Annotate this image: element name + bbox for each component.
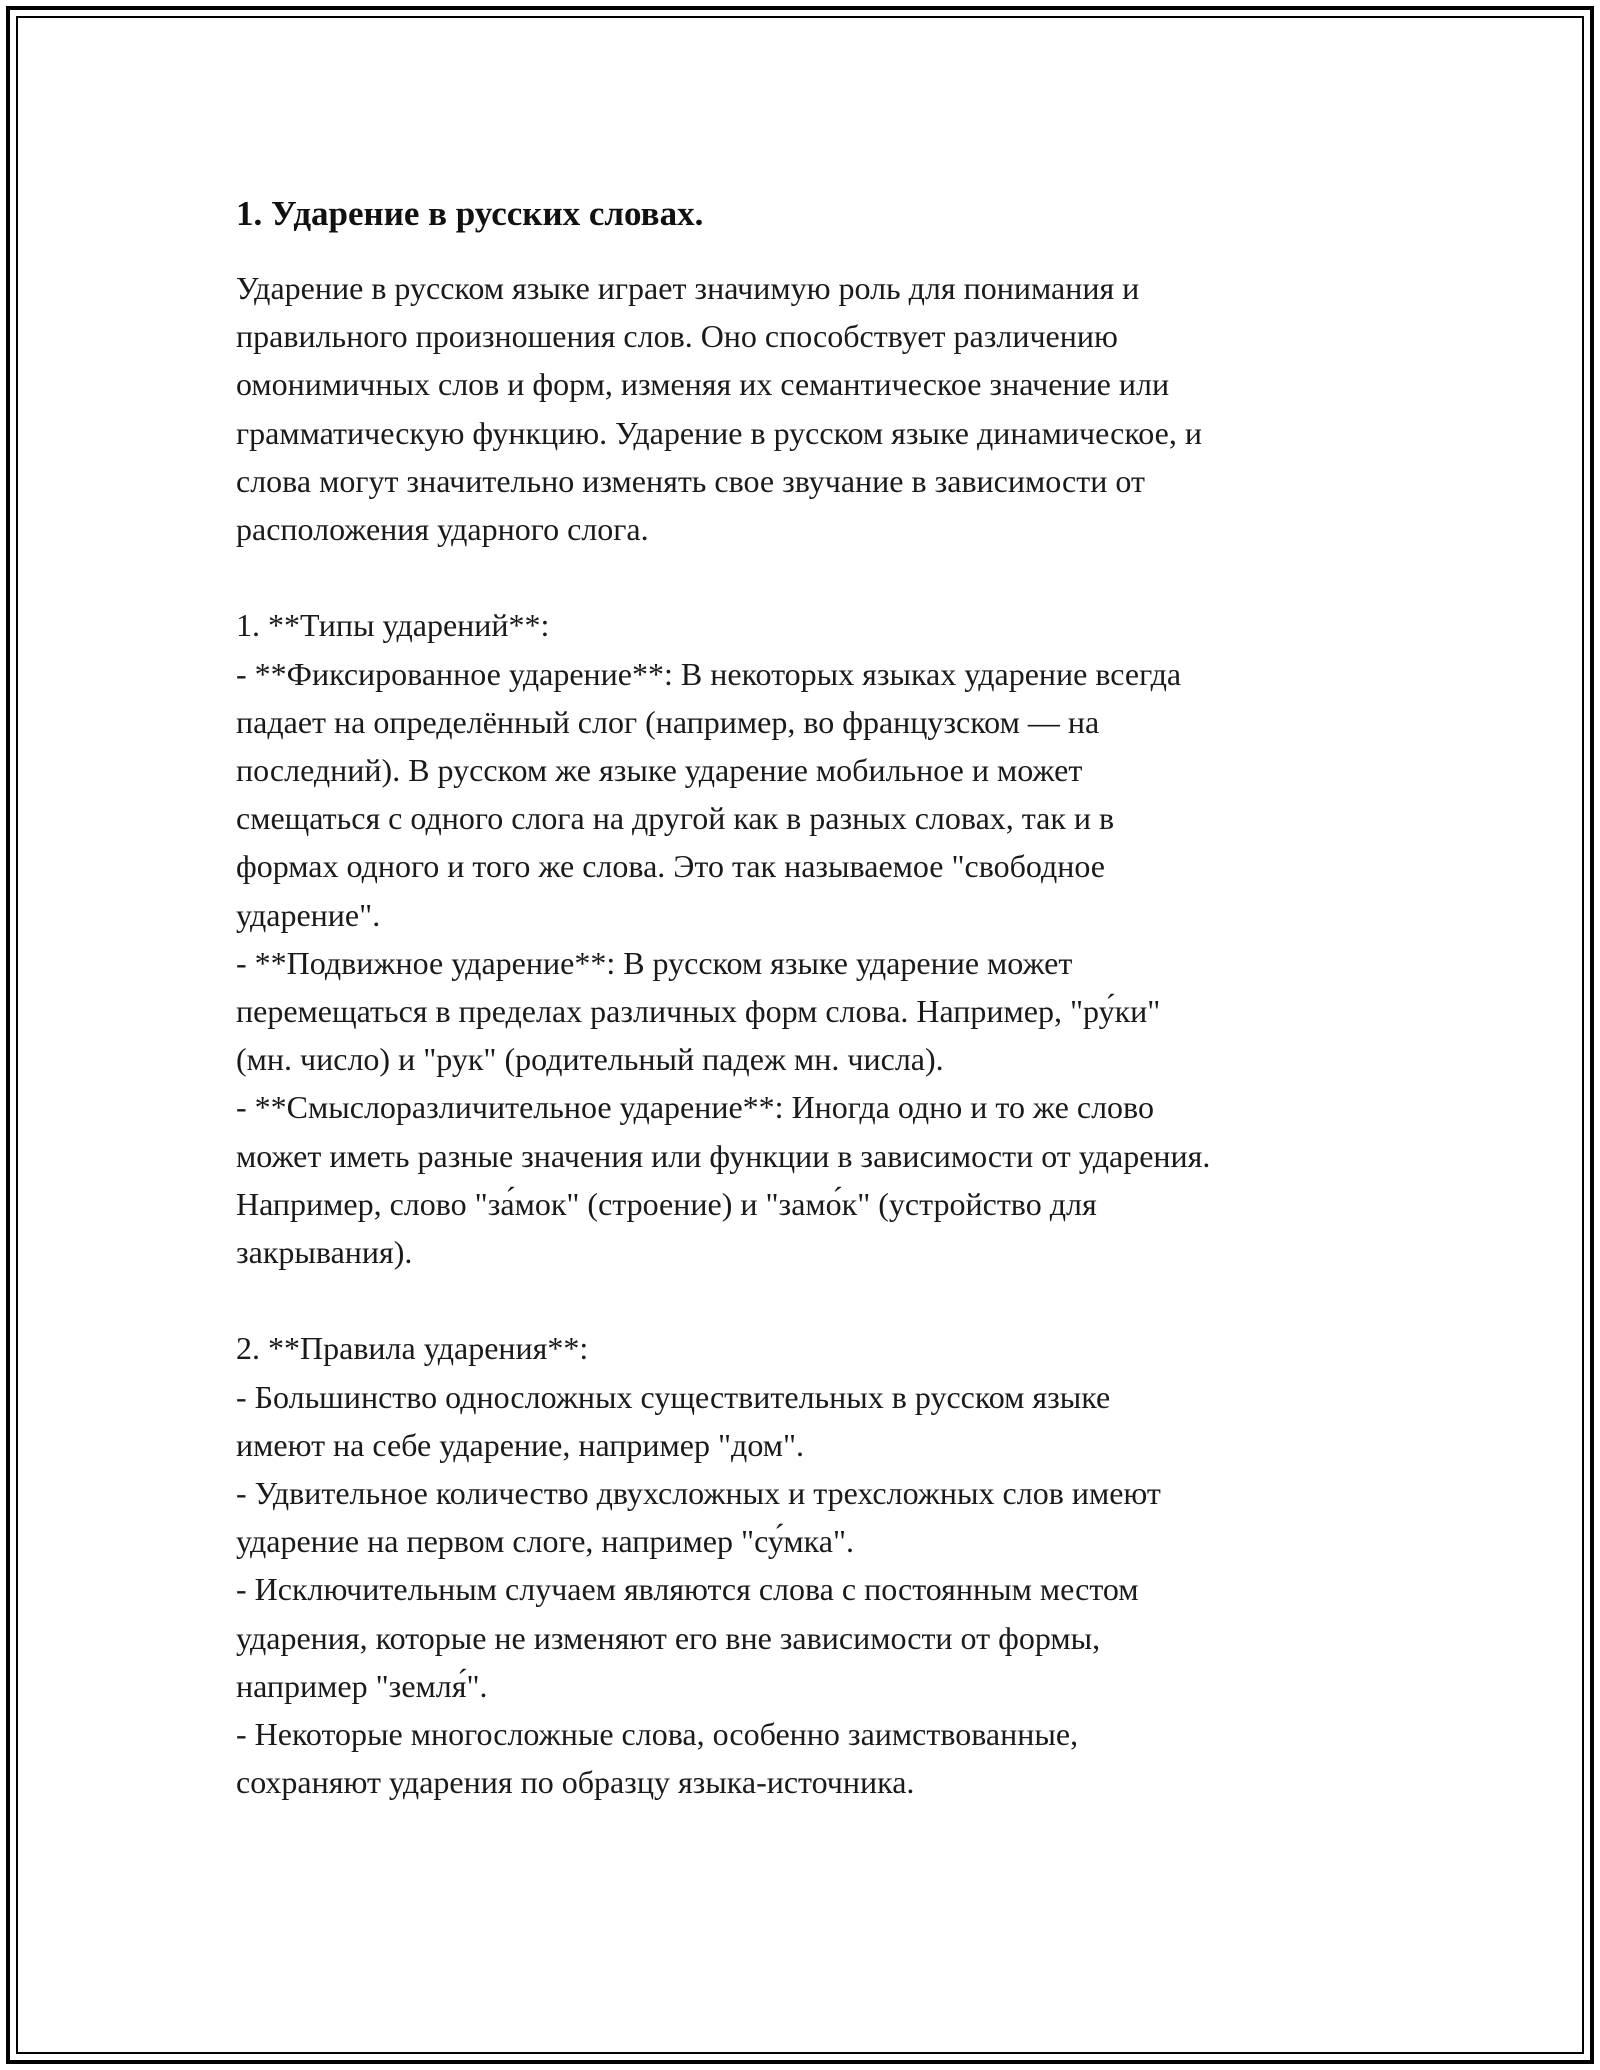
intro-paragraph: Ударение в русском языке играет значимую роль для понимания и правильного произношения слов. Оно способствует различению омонимичных слов и форм, изменяя их семантическое значение или грамматическую функцию. Ударение в русском языке динамическое, и слова могут значительно изменять свое звучание в зависимости от расположения ударного слога. bbox=[236, 270, 1202, 548]
stress-rules-section: 2. **Правила ударения**: - Большинство односложных существительных в русском языке имеют на себе ударение, например "дом". - Удвительное количество двухсложных и трехсложных слов имеют ударение на первом слоге, например "су́мка". - Исключительным случаем являются слова с постоянным местом ударения, которые не изменяют его вне зависимости от формы, например "земля́". - Некоторые многосложные слова, особенно заимствованные, сохраняют ударения по образцу языка-источника. bbox=[236, 1330, 1161, 1801]
paragraph-spacer bbox=[236, 1276, 1376, 1324]
paragraph-spacer bbox=[236, 553, 1376, 601]
document-page bbox=[236, 190, 1376, 1806]
document-heading: 1. Ударение в русских словах. bbox=[236, 194, 704, 233]
stress-types-section: 1. **Типы ударений**: - **Фиксированное ударение**: В некоторых языках ударение всегда падает на определённый слог (например, во французском — на последний). В русском же языке ударение мобильное и может смещаться с одного слога на другой как в разных словах, так и в формах одного и того же слова. Это так называемое "свободное ударение". - **Подвижное ударение**: В русском языке ударение может перемещаться в пределах различных форм слова. Например, "ру́ки" (мн. число) и "рук" (родительный падеж мн. числа). - **Смыслоразличительное ударение**: Иногда одно и то же слово может иметь разные значения или функции в зависимости от ударения. Например, слово "за́мок" (строение) и "замо́к" (устройство для закрывания). bbox=[236, 607, 1211, 1271]
